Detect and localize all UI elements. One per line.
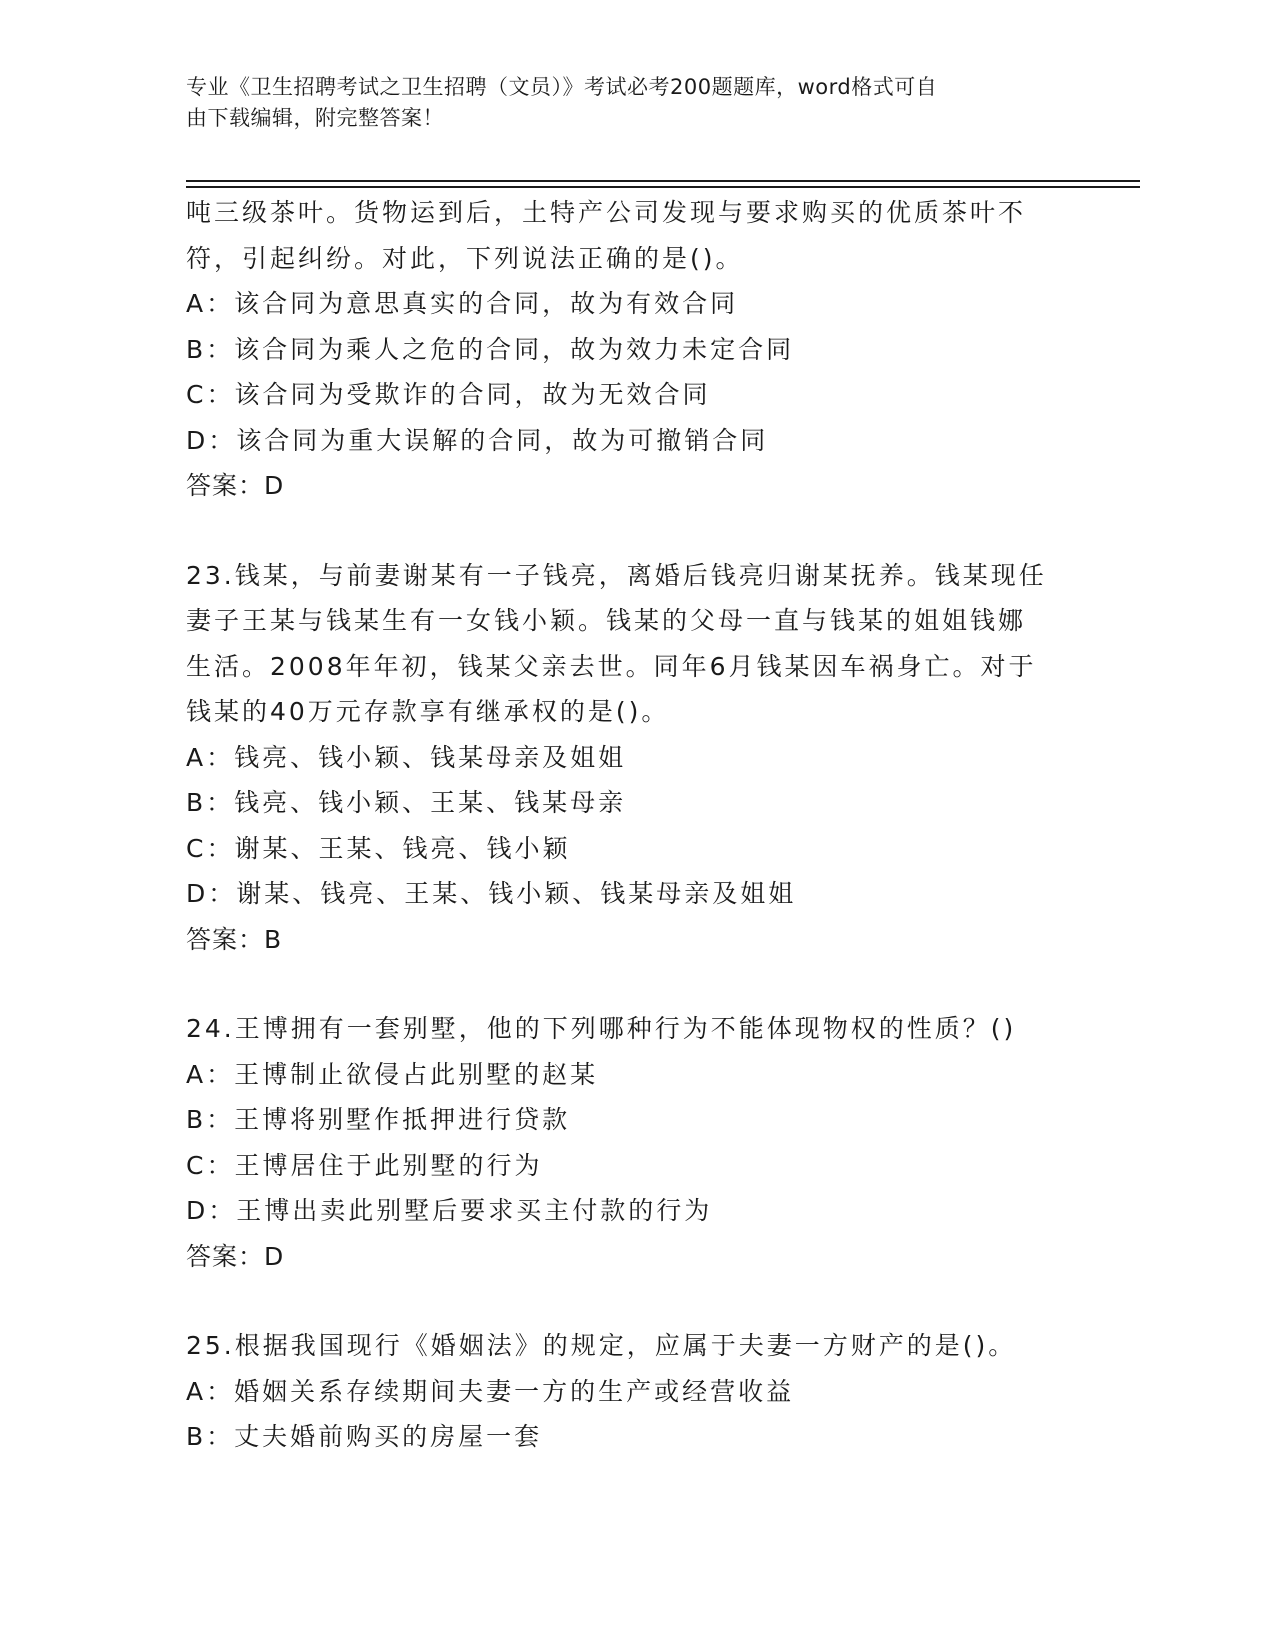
option-b: B：该合同为乘人之危的合同，故为效力未定合同 — [186, 334, 795, 364]
option-a: A：钱亮、钱小颖、钱某母亲及姐姐 — [186, 742, 627, 772]
question-list — [186, 190, 1106, 1460]
question-22 — [186, 190, 1106, 509]
option-c: C：谢某、王某、钱亮、钱小颖 — [186, 833, 571, 863]
option-d: D：该合同为重大误解的合同，故为可撤销合同 — [186, 425, 769, 455]
option-b: B：丈夫婚前购买的房屋一套 — [186, 1422, 543, 1451]
option-c: C：王博居住于此别墅的行为 — [186, 1150, 543, 1180]
question-stem-line: 23.钱某，与前妻谢某有一子钱亮，离婚后钱亮归谢某抚养。钱某现任 — [186, 560, 1047, 590]
question-stem-line: 钱某的40万元存款享有继承权的是()。 — [186, 697, 670, 726]
answer-line: 答案：D — [186, 471, 285, 500]
question-stem-line: 25.根据我国现行《婚姻法》的规定，应属于夫妻一方财产的是()。 — [186, 1331, 1017, 1360]
header-line-1: 专业《卫生招聘考试之卫生招聘（文员）》考试必考200题题库，word格式可自 — [186, 75, 938, 99]
question-stem-line: 24.王博拥有一套别墅，他的下列哪种行为不能体现物权的性质？() — [186, 1014, 1017, 1043]
document-header — [186, 72, 1086, 134]
question-23 — [186, 553, 1106, 963]
question-spacer — [186, 1279, 1106, 1323]
header-rule-top — [186, 180, 1140, 182]
question-stem-line: 生活。2008年年初，钱某父亲去世。同年6月钱某因车祸身亡。对于 — [186, 651, 1037, 681]
option-b: B：王博将别墅作抵押进行贷款 — [186, 1105, 571, 1134]
option-b: B：钱亮、钱小颖、王某、钱某母亲 — [186, 788, 627, 817]
option-d: D：谢某、钱亮、王某、钱小颖、钱某母亲及姐姐 — [186, 879, 797, 908]
question-stem-line: 符，引起纠纷。对此，下列说法正确的是()。 — [186, 243, 744, 273]
question-spacer — [186, 962, 1106, 1006]
option-c: C：该合同为受欺诈的合同，故为无效合同 — [186, 380, 711, 409]
answer-line: 答案：D — [186, 1241, 285, 1271]
question-spacer — [186, 509, 1106, 553]
header-line-2: 由下载编辑，附完整答案！ — [186, 106, 444, 130]
option-a: A：婚姻关系存续期间夫妻一方的生产或经营收益 — [186, 1376, 795, 1406]
answer-line: 答案：B — [186, 924, 283, 954]
question-stem-line: 妻子王某与钱某生有一女钱小颖。钱某的父母一直与钱某的姐姐钱娜 — [186, 606, 1027, 635]
option-d: D：王博出卖此别墅后要求买主付款的行为 — [186, 1196, 713, 1225]
header-rule-bottom — [186, 186, 1140, 188]
option-a: A：王博制止欲侵占此别墅的赵某 — [186, 1059, 599, 1089]
option-a: A：该合同为意思真实的合同，故为有效合同 — [186, 289, 739, 318]
question-24 — [186, 1006, 1106, 1279]
question-25 — [186, 1323, 1106, 1460]
question-stem-line: 吨三级茶叶。货物运到后，土特产公司发现与要求购买的优质茶叶不 — [186, 198, 1027, 227]
